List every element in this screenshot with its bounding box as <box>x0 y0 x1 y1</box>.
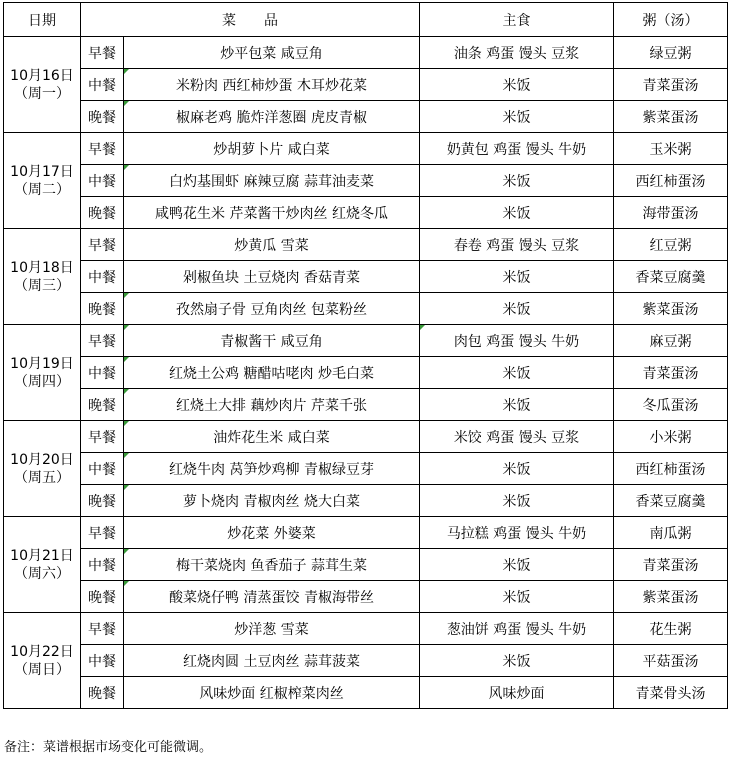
dishes-cell: 炒洋葱 雪菜 <box>124 613 420 645</box>
table-row <box>4 261 728 293</box>
table-row <box>4 485 728 517</box>
table-row <box>4 677 728 709</box>
meal-type-cell: 晚餐 <box>81 581 124 613</box>
dishes-cell: 红烧土大排 藕炒肉片 芹菜千张 <box>124 389 420 421</box>
date-text: 10月21日 <box>10 547 74 564</box>
meal-type-cell: 早餐 <box>81 133 124 165</box>
staple-cell: 肉包 鸡蛋 馒头 牛奶 <box>420 325 614 357</box>
staple-cell: 米饭 <box>420 293 614 325</box>
staple-cell: 米饭 <box>420 645 614 677</box>
meal-type-cell: 早餐 <box>81 229 124 261</box>
table-row <box>4 37 728 69</box>
soup-cell: 青菜骨头汤 <box>614 677 728 709</box>
date-cell <box>4 37 81 133</box>
table-row <box>4 325 728 357</box>
staple-cell: 马拉糕 鸡蛋 馒头 牛奶 <box>420 517 614 549</box>
dishes-cell: 炒黄瓜 雪菜 <box>124 229 420 261</box>
soup-cell: 青菜蛋汤 <box>614 549 728 581</box>
meal-type-cell: 早餐 <box>81 325 124 357</box>
footnote: 备注：菜谱根据市场变化可能微调。 <box>4 740 213 755</box>
date-text: 10月22日 <box>10 643 74 660</box>
meal-type-cell: 晚餐 <box>81 485 124 517</box>
soup-cell: 麻豆粥 <box>614 325 728 357</box>
dishes-cell: 红烧土公鸡 糖醋咕咾肉 炒毛白菜 <box>124 357 420 389</box>
table-row <box>4 421 728 453</box>
dishes-cell: 剁椒鱼块 土豆烧肉 香菇青菜 <box>124 261 420 293</box>
dishes-cell: 孜然扇子骨 豆角肉丝 包菜粉丝 <box>124 293 420 325</box>
staple-cell: 米饭 <box>420 357 614 389</box>
meal-type-cell: 晚餐 <box>81 389 124 421</box>
staple-cell: 米饭 <box>420 485 614 517</box>
staple-cell: 春卷 鸡蛋 馒头 豆浆 <box>420 229 614 261</box>
soup-cell: 冬瓜蛋汤 <box>614 389 728 421</box>
dishes-cell: 青椒酱干 咸豆角 <box>124 325 420 357</box>
meal-type-cell: 中餐 <box>81 357 124 389</box>
staple-cell: 葱油饼 鸡蛋 馒头 牛奶 <box>420 613 614 645</box>
table-row <box>4 389 728 421</box>
table-row <box>4 453 728 485</box>
date-text: 10月19日 <box>10 355 74 372</box>
date-cell <box>4 421 81 517</box>
staple-cell: 米饺 鸡蛋 馒头 豆浆 <box>420 421 614 453</box>
soup-cell: 青菜蛋汤 <box>614 357 728 389</box>
weekday-text: （周六） <box>14 565 70 582</box>
soup-cell: 香菜豆腐羹 <box>614 261 728 293</box>
header-staple: 主食 <box>420 3 614 37</box>
meal-type-cell: 中餐 <box>81 69 124 101</box>
dishes-cell: 白灼基围虾 麻辣豆腐 蒜茸油麦菜 <box>124 165 420 197</box>
dishes-cell: 红烧牛肉 莴笋炒鸡柳 青椒绿豆芽 <box>124 453 420 485</box>
table-row <box>4 69 728 101</box>
meal-type-cell: 晚餐 <box>81 677 124 709</box>
soup-cell: 绿豆粥 <box>614 37 728 69</box>
staple-cell: 风味炒面 <box>420 677 614 709</box>
header-dishes: 菜 品 <box>81 3 420 37</box>
table-row <box>4 293 728 325</box>
table-row <box>4 613 728 645</box>
meal-type-cell: 中餐 <box>81 165 124 197</box>
soup-cell: 紫菜蛋汤 <box>614 101 728 133</box>
meal-type-cell: 晚餐 <box>81 197 124 229</box>
dishes-cell: 咸鸭花生米 芹菜酱干炒肉丝 红烧冬瓜 <box>124 197 420 229</box>
staple-cell: 米饭 <box>420 453 614 485</box>
meal-type-cell: 晚餐 <box>81 101 124 133</box>
staple-cell: 油条 鸡蛋 馒头 豆浆 <box>420 37 614 69</box>
date-cell <box>4 325 81 421</box>
table-row <box>4 165 728 197</box>
soup-cell: 紫菜蛋汤 <box>614 293 728 325</box>
staple-cell: 米饭 <box>420 165 614 197</box>
table-row <box>4 133 728 165</box>
dishes-cell: 萝卜烧肉 青椒肉丝 烧大白菜 <box>124 485 420 517</box>
soup-cell: 红豆粥 <box>614 229 728 261</box>
date-cell <box>4 133 81 229</box>
staple-cell: 奶黄包 鸡蛋 馒头 牛奶 <box>420 133 614 165</box>
weekday-text: （周二） <box>14 181 70 198</box>
table-row <box>4 581 728 613</box>
table-row <box>4 549 728 581</box>
date-text: 10月16日 <box>10 67 74 84</box>
soup-cell: 紫菜蛋汤 <box>614 581 728 613</box>
dishes-cell: 椒麻老鸡 脆炸洋葱圈 虎皮青椒 <box>124 101 420 133</box>
weekday-text: （周四） <box>14 373 70 390</box>
weekday-text: （周日） <box>14 661 70 678</box>
weekday-text: （周五） <box>14 469 70 486</box>
meal-type-cell: 晚餐 <box>81 293 124 325</box>
table-row <box>4 517 728 549</box>
dishes-cell: 油炸花生米 咸白菜 <box>124 421 420 453</box>
meal-type-cell: 早餐 <box>81 517 124 549</box>
table-row <box>4 101 728 133</box>
meal-type-cell: 中餐 <box>81 645 124 677</box>
weekday-text: （周一） <box>14 85 70 102</box>
date-cell <box>4 229 81 325</box>
dishes-cell: 酸菜烧仔鸭 清蒸蛋饺 青椒海带丝 <box>124 581 420 613</box>
date-text: 10月17日 <box>10 163 74 180</box>
weekly-menu-table <box>3 2 728 709</box>
date-cell <box>4 613 81 709</box>
soup-cell: 海带蛋汤 <box>614 197 728 229</box>
dishes-cell: 梅干菜烧肉 鱼香茄子 蒜茸生菜 <box>124 549 420 581</box>
soup-cell: 西红柿蛋汤 <box>614 453 728 485</box>
dishes-cell: 炒胡萝卜片 咸白菜 <box>124 133 420 165</box>
soup-cell: 西红柿蛋汤 <box>614 165 728 197</box>
header-row <box>4 3 728 37</box>
staple-cell: 米饭 <box>420 581 614 613</box>
staple-cell: 米饭 <box>420 389 614 421</box>
soup-cell: 平菇蛋汤 <box>614 645 728 677</box>
weekday-text: （周三） <box>14 277 70 294</box>
meal-type-cell: 中餐 <box>81 453 124 485</box>
date-text: 10月18日 <box>10 259 74 276</box>
meal-type-cell: 早餐 <box>81 613 124 645</box>
meal-type-cell: 中餐 <box>81 549 124 581</box>
staple-cell: 米饭 <box>420 549 614 581</box>
meal-type-cell: 早餐 <box>81 37 124 69</box>
staple-cell: 米饭 <box>420 261 614 293</box>
dishes-cell: 米粉肉 西红柿炒蛋 木耳炒花菜 <box>124 69 420 101</box>
soup-cell: 玉米粥 <box>614 133 728 165</box>
dishes-cell: 红烧肉圆 土豆肉丝 蒜茸菠菜 <box>124 645 420 677</box>
header-date: 日期 <box>4 3 81 37</box>
soup-cell: 花生粥 <box>614 613 728 645</box>
soup-cell: 香菜豆腐羹 <box>614 485 728 517</box>
table-row <box>4 197 728 229</box>
meal-type-cell: 早餐 <box>81 421 124 453</box>
staple-cell: 米饭 <box>420 69 614 101</box>
dishes-cell: 炒平包菜 咸豆角 <box>124 37 420 69</box>
dishes-cell: 炒花菜 外婆菜 <box>124 517 420 549</box>
soup-cell: 小米粥 <box>614 421 728 453</box>
table-row <box>4 645 728 677</box>
table-row <box>4 357 728 389</box>
table-row <box>4 229 728 261</box>
header-soup: 粥（汤） <box>614 3 728 37</box>
soup-cell: 南瓜粥 <box>614 517 728 549</box>
date-text: 10月20日 <box>10 451 74 468</box>
soup-cell: 青菜蛋汤 <box>614 69 728 101</box>
date-cell <box>4 517 81 613</box>
dishes-cell: 风味炒面 红椒榨菜肉丝 <box>124 677 420 709</box>
staple-cell: 米饭 <box>420 101 614 133</box>
meal-type-cell: 中餐 <box>81 261 124 293</box>
staple-cell: 米饭 <box>420 197 614 229</box>
